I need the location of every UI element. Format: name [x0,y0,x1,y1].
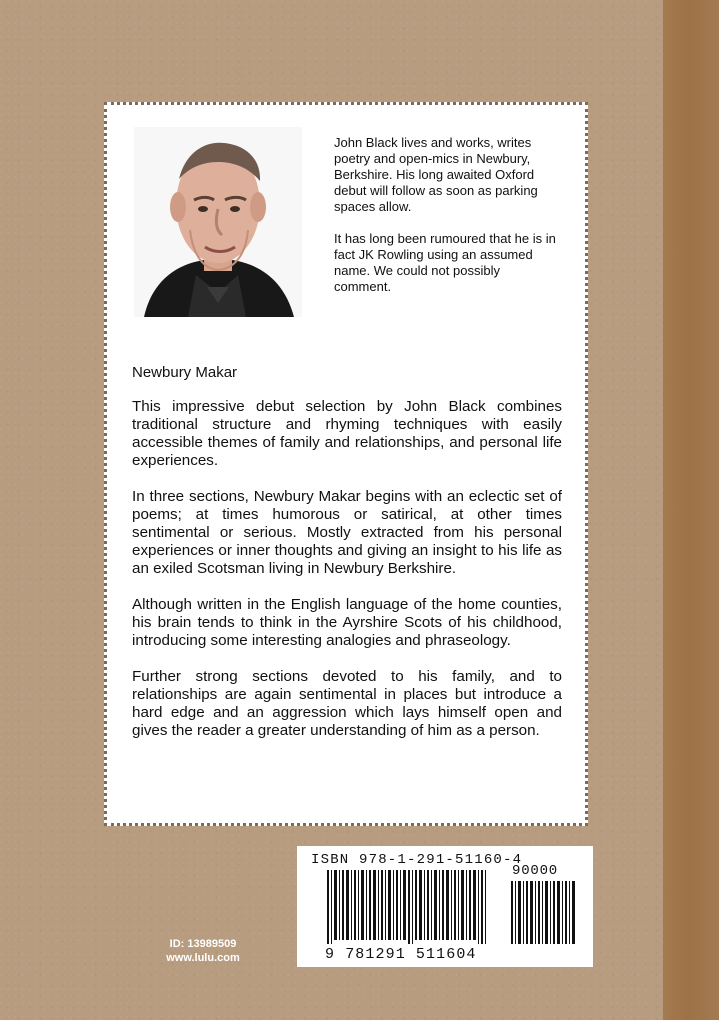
author-bio-paragraph: It has long been rumoured that he is in fact JK Rowling using an assumed name. We could not possibly comment. [334,231,556,294]
isbn-label: ISBN 978-1-291-51160-4 [311,852,523,868]
isbn-barcode-block [297,846,593,967]
lulu-publisher-info [158,937,248,965]
book-description [132,398,562,758]
price-code: 90000 [512,863,559,879]
author-bio [334,135,560,311]
description-paragraph: This impressive debut selection by John Black combines traditional structure and rhyming techniques with easily accessible themes of family and relationships, and personal life experiences. [132,398,562,469]
description-paragraph: Further strong sections devoted to his family, and to relationships are again sentimental in places but introduce a hard edge and an aggression which lays himself open and gives the reader a greater understanding of him as a person. [132,668,562,739]
description-paragraph: In three sections, Newbury Makar begins with an eclectic set of poems; at times humorous or satirical, at other times sentimental or serious. Mostly extracted from his personal experiences or inner thoughts and giving an insight to his life as an exiled Scotsman living in Newbury Berkshire. [132,488,562,577]
author-photo-illustration [134,127,302,317]
author-photo [134,127,302,317]
book-spine-edge [663,0,719,1020]
description-paragraph: Although written in the English language of the home counties, his brain tends to think in the Ayrshire Scots of his childhood, introducing some interesting analogies and phraseology. [132,596,562,649]
lulu-id: ID: 13989509 [169,938,237,950]
book-title: Newbury Makar [132,364,238,381]
author-bio-paragraph: John Black lives and works, writes poetry and open-mics in Newbury, Berkshire. His long awaited Oxford debut will follow as soon as parking spaces allow. [334,135,538,214]
barcode-number: 9 781291 511604 [325,946,477,963]
lulu-url: www.lulu.com [166,952,240,964]
